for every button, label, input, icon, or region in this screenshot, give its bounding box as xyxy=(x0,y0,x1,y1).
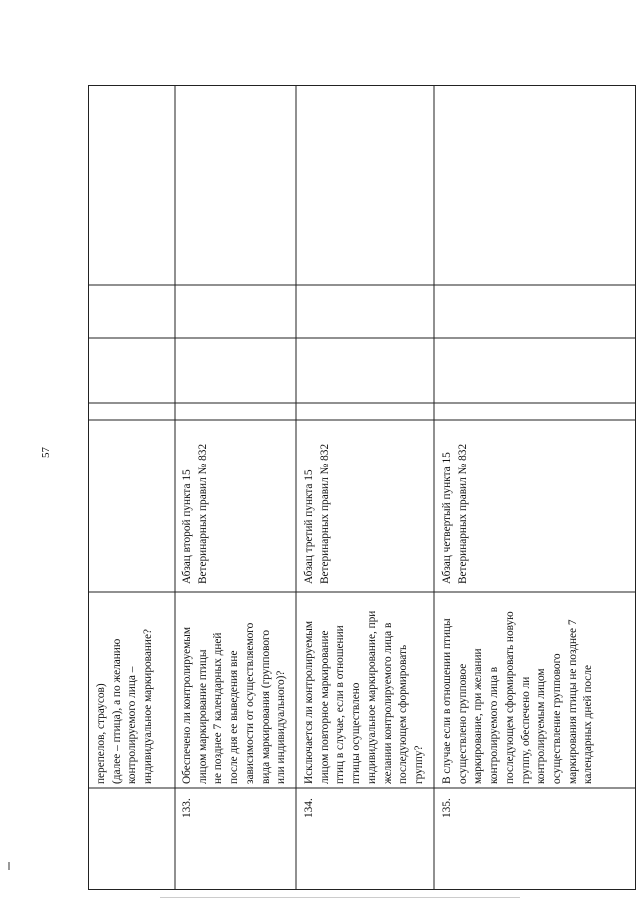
row-number: 133. xyxy=(181,798,193,818)
row-number: 135. xyxy=(441,798,453,818)
scan-mark xyxy=(8,862,10,870)
checklist-table xyxy=(88,85,636,890)
scan-edge xyxy=(160,897,520,898)
row-question: Исключается ли контролируемым лицом повторное маркирование птиц в случае, если в отношении птицы осуществлено индивидуальное маркирование, при желании контролируемого лица в последующем сформировать группу? xyxy=(303,610,425,784)
row-reference: Абзац второй пункта 15 Ветеринарных правил № 832 xyxy=(181,443,209,584)
row-question: В случае если в отношении птицы осуществлено групповое маркирование, при желании контролируемого лица в последующем сформировать новую группу, обеспечено ли контролируемым лицом осуществление группового маркирования птицы не позднее 7 календарных дней после xyxy=(441,611,595,784)
row-question: перепелов, страусов) (далее – птица), а по желанию контролируемого лица – индивидуальное маркирование? xyxy=(95,629,155,784)
row-question: Обеспечено ли контролируемым лицом маркирование птицы не позднее 7 календарных дней после дня ее выведения вне зависимости от осуществляемого вида маркирования (группового или индивидуального)? xyxy=(181,622,288,784)
page-number: 57 xyxy=(40,447,52,458)
row-number: 134. xyxy=(303,798,315,818)
row-reference: Абзац четвертый пункта 15 Ветеринарных правил № 832 xyxy=(441,443,469,584)
row-reference: Абзац третий пункта 15 Ветеринарных правил № 832 xyxy=(303,443,331,584)
